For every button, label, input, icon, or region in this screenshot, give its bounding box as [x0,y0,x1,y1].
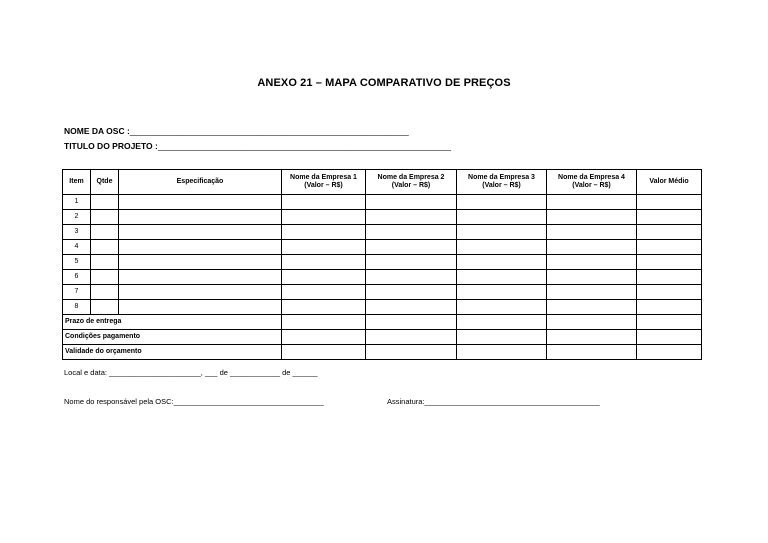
table-cell[interactable] [282,285,366,300]
table-cell[interactable] [282,210,366,225]
table-cell[interactable] [637,240,702,255]
table-cell[interactable] [457,225,547,240]
table-cell[interactable] [547,345,637,360]
table-cell[interactable] [119,225,282,240]
item-number: 7 [63,285,91,300]
table-cell[interactable] [637,315,702,330]
item-number: 1 [63,195,91,210]
table-cell[interactable] [547,300,637,315]
table-row [63,195,702,210]
table-cell[interactable] [366,225,457,240]
table-cell[interactable] [91,255,119,270]
osc-name-label: NOME DA OSC : [64,126,130,136]
table-row [63,285,702,300]
footer-rows [63,315,702,360]
table-cell[interactable] [91,225,119,240]
table-cell[interactable] [282,225,366,240]
table-row [63,225,702,240]
table-cell[interactable] [457,345,547,360]
table-cell[interactable] [457,240,547,255]
header-empresa-2 [366,170,457,195]
table-cell[interactable] [637,300,702,315]
table-cell[interactable] [91,210,119,225]
table-cell[interactable] [366,270,457,285]
responsible-name-line[interactable]: Nome do responsável pela OSC:____________________________________ [64,397,324,406]
header-empresa-1-name: Nome da Empresa 1 [290,174,357,181]
table-cell[interactable] [457,210,547,225]
item-number: 2 [63,210,91,225]
header-item: Item [63,170,91,195]
project-title-field[interactable] [64,141,451,151]
table-cell[interactable] [282,315,366,330]
table-cell[interactable] [282,195,366,210]
table-cell[interactable] [91,270,119,285]
table-cell[interactable] [282,345,366,360]
table-cell[interactable] [119,300,282,315]
osc-name-blank[interactable]: ___________________________________________________________ [129,126,409,136]
table-row [63,270,702,285]
table-header-row [63,170,702,195]
header-empresa-2-name: Nome da Empresa 2 [377,174,445,181]
table-cell[interactable] [637,285,702,300]
table-cell[interactable] [366,195,457,210]
header-empresa-2-unit: (Valor – R$) [391,182,431,189]
table-cell[interactable] [366,210,457,225]
item-number: 8 [63,300,91,315]
table-cell[interactable] [366,285,457,300]
header-empresa-3 [457,170,547,195]
table-cell[interactable] [547,210,637,225]
project-title-label: TITULO DO PROJETO : [64,141,158,151]
table-cell[interactable] [282,270,366,285]
table-cell[interactable] [91,240,119,255]
table-row-prazo [63,315,702,330]
table-cell[interactable] [457,285,547,300]
table-cell[interactable] [637,330,702,345]
table-cell[interactable] [547,315,637,330]
page-title: ANEXO 21 – MAPA COMPARATIVO DE PREÇOS [257,77,511,89]
table-cell[interactable] [119,255,282,270]
table-cell[interactable] [547,330,637,345]
table-cell[interactable] [547,225,637,240]
table-cell[interactable] [119,195,282,210]
validade-label: Validade do orçamento [63,345,282,360]
item-rows [63,195,702,315]
table-cell[interactable] [282,255,366,270]
table-row-validade [63,345,702,360]
table-row-condicoes [63,330,702,345]
table-cell[interactable] [366,315,457,330]
table-cell[interactable] [366,240,457,255]
prazo-label: Prazo de entrega [63,315,282,330]
header-empresa-1 [282,170,366,195]
table-row [63,255,702,270]
item-number: 6 [63,270,91,285]
table-cell[interactable] [457,270,547,285]
table-cell[interactable] [366,345,457,360]
table-cell[interactable] [637,255,702,270]
table-cell[interactable] [282,240,366,255]
price-comparison-table [62,169,702,360]
table-cell[interactable] [637,195,702,210]
table-cell[interactable] [119,270,282,285]
table-cell[interactable] [366,330,457,345]
table-cell[interactable] [282,330,366,345]
signature-line[interactable]: Assinatura:__________________________________________ [387,397,600,406]
item-number: 5 [63,255,91,270]
table-cell[interactable] [91,285,119,300]
table-row [63,240,702,255]
table-cell[interactable] [366,255,457,270]
table-cell[interactable] [91,195,119,210]
header-empresa-4 [547,170,637,195]
table-cell[interactable] [457,255,547,270]
table-cell[interactable] [457,195,547,210]
table-cell[interactable] [366,300,457,315]
table-cell[interactable] [637,345,702,360]
table-cell[interactable] [637,225,702,240]
item-number: 3 [63,225,91,240]
table-cell[interactable] [91,300,119,315]
table-cell[interactable] [637,270,702,285]
header-empresa-3-name: Nome da Empresa 3 [468,174,535,181]
table-cell[interactable] [547,270,637,285]
header-valor-medio: Valor Médio [637,170,702,195]
table-cell[interactable] [457,300,547,315]
table-cell[interactable] [637,210,702,225]
header-empresa-4-unit: (Valor – R$) [572,182,611,189]
local-date-line[interactable]: Local e data: ______________________, ___ de ____________ de ______ [64,368,318,377]
header-qtde: Qtde [91,170,119,195]
table-cell[interactable] [547,285,637,300]
header-empresa-1-unit: (Valor – R$) [304,182,343,189]
condicoes-label: Condições pagamento [63,330,282,345]
item-number: 4 [63,240,91,255]
table-cell[interactable] [457,315,547,330]
table-row [63,300,702,315]
table-cell[interactable] [547,240,637,255]
header-empresa-3-unit: (Valor – R$) [482,182,521,189]
table-cell[interactable] [119,285,282,300]
project-title-blank[interactable]: ______________________________________________________________ [157,141,451,151]
table-cell[interactable] [119,210,282,225]
table-row [63,210,702,225]
table-cell[interactable] [119,240,282,255]
table-cell[interactable] [282,300,366,315]
table-cell[interactable] [457,330,547,345]
table-cell[interactable] [547,195,637,210]
osc-name-field[interactable] [64,126,409,136]
table-cell[interactable] [547,255,637,270]
header-especificacao: Especificação [119,170,282,195]
header-empresa-4-name: Nome da Empresa 4 [558,174,625,181]
